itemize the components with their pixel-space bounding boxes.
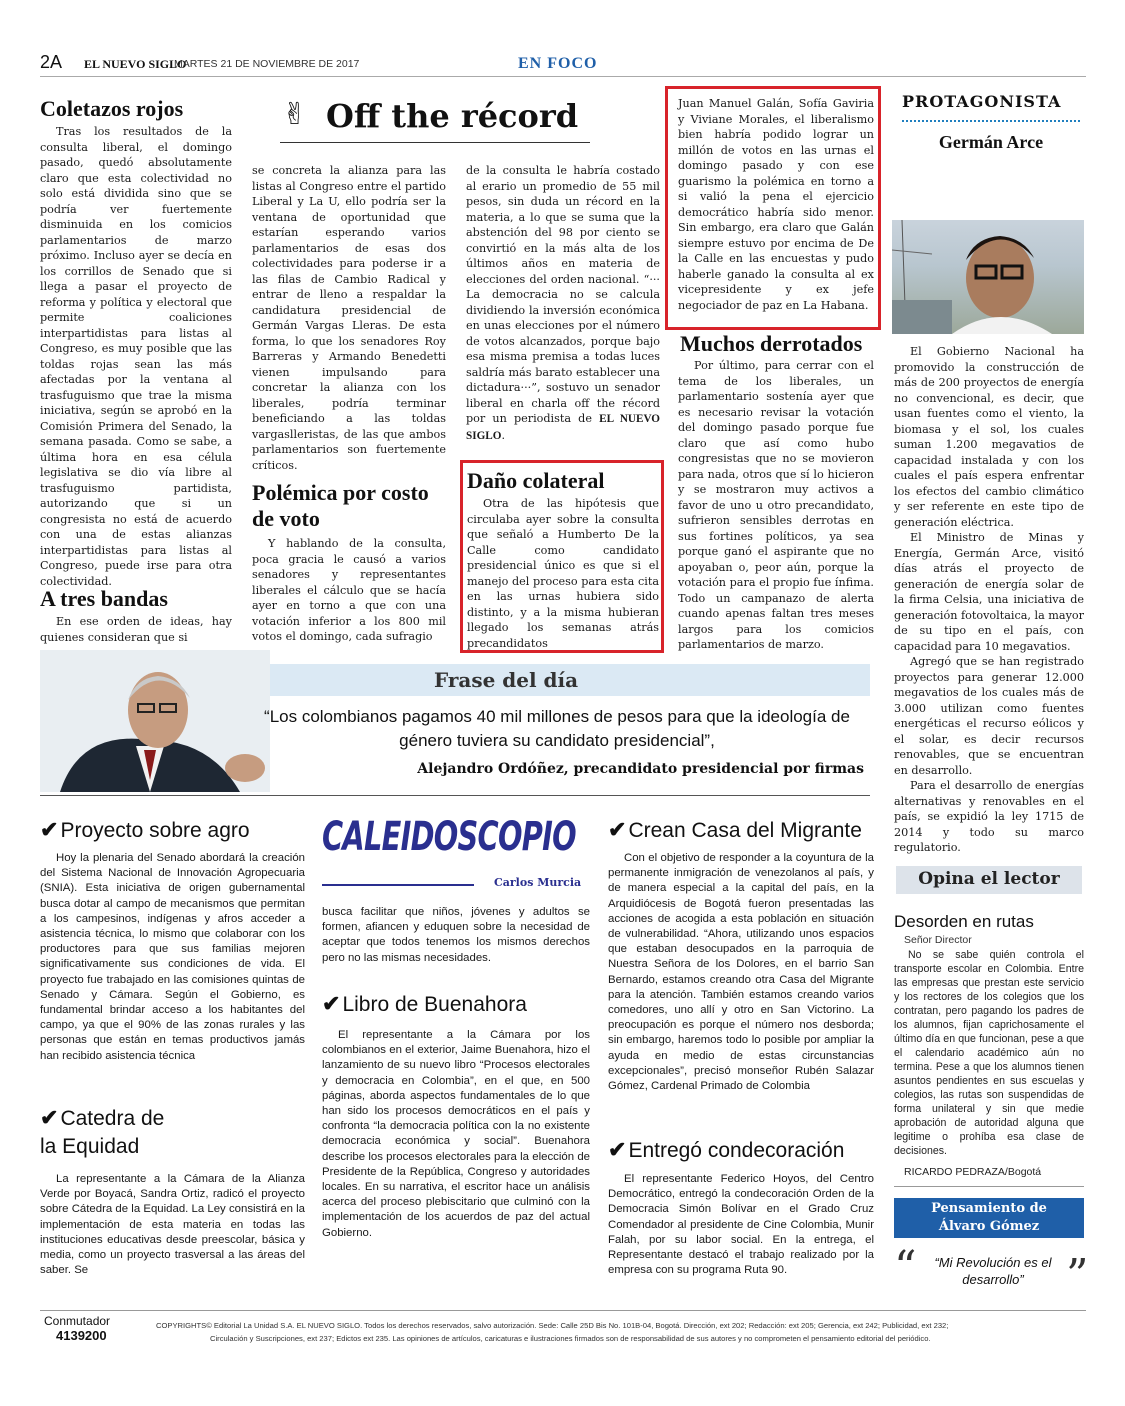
protagonista-photo — [892, 220, 1084, 334]
pensamiento-label: Pensamiento de Álvaro Gómez — [931, 1201, 1047, 1234]
tres-bandas-heading: A tres bandas — [40, 586, 168, 611]
condecoracion-heading: ✔Entregó condecoración — [608, 1137, 845, 1162]
caleidoscopio-rule — [322, 884, 474, 886]
close-quote-icon: ” — [1066, 1250, 1089, 1301]
column2-body: se concreta la alianza para las listas al Congreso entre el partido Liberal y La U, ello podría ser la ventana de oportunidad que estarían esperando varios parlamentarios de esas dos colectividades para poderse ir a las filas de Cambio Radical y entrar de lleno a respaldar la candidatura presidencial de Germán Vargas Lleras. De esta forma, lo que los senadores Roy Barreras y Armando Benedetti vienen impulsando para concretar la alianza con los liberales, podría terminar beneficiando a las toldas vargaslleristas, de las que ambos parlamentarios son fuertemente críticos. — [252, 164, 446, 472]
coletazos-body: Tras los resultados de la consulta liberal, el domingo pasado, quedó absolutamente claro que esta colectividad no solo está dividida sino que se podría ver fuertemente disminuida en los comicios parlamentarios de marzo próximo. Incluso ayer se decía en los corrillos de Senado que si llega a pasar el proyecto de reforma y política y electoral que permite coaliciones interpartidistas para listas al Congreso, es muy posible que las toldas rojas sean las más afectadas por la ventana al trasfuguismo que trae la misma iniciativa, según se aprobó en la Comisión Primera del Senado, la semana pasada. Como se sabe, a última hora en esa célula legislativa se dio vía libre al trasfuguismo partidista, autorizando que si un congresista no está de acuerdo con una de estas alianzas interpartidistas para listas al Congreso, puede irse para otra colectividad. — [40, 125, 232, 588]
frase-photo — [40, 650, 270, 792]
masthead-rule — [40, 76, 1086, 77]
mid-top-body: busca facilitar que niños, jóvenes y adultos se formen, afiancen y eduquen sobre la necesidad de aceptar que todos tenemos los mismos derechos pero no las mismas necesidades. — [322, 906, 590, 964]
checkmark-icon: ✔ — [322, 991, 341, 1016]
section-label: EN FOCO — [518, 55, 598, 72]
off-record-title: Off the récord — [326, 97, 579, 135]
pensamiento-quote: “Mi Revolución es el desarrollo” — [934, 1255, 1052, 1287]
title-rule — [280, 142, 590, 143]
protagonista-dotted-rule — [902, 120, 1080, 122]
victory-hand-icon: ✌ — [282, 97, 308, 132]
protagonista-name: Germán Arce — [938, 132, 1044, 152]
polemica-body: Y hablando de la consulta, poca gracia le causó a varios senadores y representantes liberales el cálculo que se hacía ayer en torno a que con una votación inferior a los 800 mil votos el domingo, cada sufragio — [252, 537, 446, 643]
dano-heading: Daño colateral — [467, 468, 605, 493]
footer-line2: Circulación y Suscripciones, ext 237; Edictos ext 235. Las opiniones de artículos, caricaturas e ilustraciones firmados son de responsabilidad de sus autores y no comprometen el pensamiento editorial del periódico. — [210, 1334, 931, 1343]
open-quote-icon: “ — [894, 1242, 917, 1293]
protagonista-body: El Gobierno Nacional ha promovido la construcción de más de 200 proyectos de energía no convencional, es decir, que usan fuentes como el viento, la biomasa y el sol, los cuales suman 1.200 megavatios de capacidad instalada y con los cuales el país espera enfrentar los efectos del cambio climático y ser referente en este tipo de generación eléctrica. El Ministro de Minas y Energía, Germán Arce, visitó días atrás el proyecto de generación de energía solar de la firma Celsia, una iniciativa de generación fotovoltaica, la mayor de su tipo en el país, con capacidad para 10 megavatios. Agregó que se han registrado proyectos para generar 12.000 megavatios de los cuales más de 3.000 utilizan como fuentes energéticas el recurso eólicos y el solar, es decir recursos renovables, que se encuentran en desarrollo. Para el desarrollo de energías alternativas y renovables en el país, se expidió la ley 1715 de 2014 y todo su marco regulatorio. — [894, 345, 1084, 854]
opina-body: No se sabe quién controla el transporte escolar en Colombia. Entre las empresas que prestan este servicio y los rectores de los colegios que los contratan, pero pagando los padres de los alumnos, fijan caprichosamente el último día en que funcionan, pese a que el calendario académico aún no termina. Pese a que los alumnos tienen asuntos pendientes en sus escuelas y colegios, las rutas son suspendidas de forma unilateral y sin que medie aprobación de autoridad alguna que legitime o prohíba esa clase de decisiones. — [894, 949, 1084, 1157]
agro-heading: ✔Proyecto sobre agro — [40, 817, 250, 842]
derrotados-heading: Muchos derrotados — [680, 331, 863, 356]
footer-number: 4139200 — [56, 1328, 107, 1343]
frase-quote: “Los colombianos pagamos 40 mil millones de pesos para que la ideología de género tuviera su candidato presidencial”, — [264, 707, 850, 750]
migrante-heading: ✔Crean Casa del Migrante — [608, 817, 862, 842]
opina-salutation: Señor Director — [904, 934, 972, 946]
footer-line1: COPYRIGHTS© Editorial La Unidad S.A. EL NUEVO SIGLO. Todos los derechos reservados, salvo autorización. Sede: Calle 25D Bis No. 101B-04, Bogotá. Dirección, ext 202; Redacción: ext 205; Gerencia, ext 242; Publicidad, ext 232; — [156, 1321, 949, 1330]
frase-title: Frase del día — [434, 668, 579, 692]
opina-rule — [894, 1186, 1084, 1187]
libro-body: El representante a la Cámara por los colombianos en el exterior, Jaime Buenahora, hizo el lanzamiento de su nuevo libro “Procesos electorales y democracia en Colombia”, en el que, en 500 páginas, aborda aspectos fundamentales de lo que han sido los procesos democráticos en el país y confronta “la democracia política con la no existente democracia económica y social”. Buenahora describe los procesos electorales para la elección de Presidente de la República, Congreso y autoridades locales. En su narrativa, el escritor hace un análisis acerca del proceso plebiscitario que culminó con la implementación de los acuerdos de paz del actual Gobierno. — [322, 1029, 590, 1239]
frase-author: Alejandro Ordóñez, precandidato presidencial por firmas — [417, 761, 864, 777]
checkmark-icon: ✔ — [608, 1137, 627, 1162]
column4-top-body: Juan Manuel Galán, Sofía Gaviria y Viviane Morales, el liberalismo bien habría podido lograr un millón de votos en las urnas el domingo pasado y con ese guarismo la polémica en torno a si valió la pena el ejercicio democrático habría sido menor. Sin embargo, era claro que Galán siempre estuvo por encima de De la Calle en las encuestas y pudo haberle ganado la consulta al ex vicepresidente y ex jefe negociador de paz en La Habana. — [678, 97, 874, 312]
masthead-paper: EL NUEVO SIGLO — [84, 57, 187, 71]
catedra-body: La representante a la Cámara de la Alianza Verde por Boyacá, Sandra Ortiz, radicó el proyecto sobre Cátedra de la Equidad. La Ley consistirá en la implementación de esta materia en todas las instituciones educativas desde preescolar, básica y media, como un proyecto trasversal a las áreas del saber. Se — [40, 1173, 305, 1277]
libro-heading: ✔Libro de Buenahora — [322, 991, 527, 1016]
catedra-heading: ✔Catedra de la Equidad — [40, 1105, 165, 1158]
column3-paper-name: EL NUEVO SIGLO — [466, 413, 660, 442]
caleidoscopio-author: Carlos Murcia — [494, 876, 582, 889]
caleidoscopio-title: CALEIDOSCOPIO — [322, 814, 576, 860]
migrante-body: Con el objetivo de responder a la coyuntura de la permanente inmigración de venezolanos al país, y de manera especial a la capital del país, en la Arquidiócesis de Bogotá fueron presentadas las acciones de acogida a esta población en situación de vulnerabilidad. “Ahora, utilizando unos espacios que estaban desocupados en la parroquia de Nuestra Señora de los Dolores, en el barrio San Bernardo, estamos creando otra Casa del Migrante para la atención. También estamos creando varios comedores, uno allí y otro en San Victorino. La preocupación es porque el número nos desborda; sin embargo, haremos todo lo posible por ampliar la ayuda en medio de estas circunstancias excepcionales”, precisó monseñor Rubén Salazar Gómez, Cardenal Primado de Colombia — [608, 852, 874, 1093]
footer-rule — [40, 1310, 1086, 1311]
polemica-heading: Polémica por costo de voto — [252, 480, 429, 531]
coletazos-heading: Coletazos rojos — [40, 96, 184, 121]
footer-label: Conmutador — [44, 1314, 111, 1328]
column3-body: de la consulta le habría costado al erario un promedio de 55 mil pesos, sin duda un récord en la materia, a lo que se suma que la abstención del 98 por ciento se convirtió en la más alta de los últimos años en materia de elecciones del orden nacional. “··· La democracia no se calcula dividiendo la inversión económica en unas elecciones por el número de votos alcanzados, porque bajo esa misma premisa a todas luces saldría más barato establecer una dictadura···”, sostuvo un senador liberal en charla off the récord por un periodista de EL NUEVO SIGLO. — [466, 164, 660, 442]
tres-bandas-body: En ese orden de ideas, hay quienes consideran que si — [40, 615, 232, 644]
condecoracion-body: El representante Federico Hoyos, del Centro Democrático, entregó la condecoración Orden de la Democracia Simón Bolívar en el Grado Cruz Comendador al presidente de Cine Colombia, Munir Falah, por su labor social. En la entrega, el Representante destacó el trabajo realizado por la empresa con su programa Ruta 90. — [608, 1173, 874, 1277]
opina-heading: Desorden en rutas — [894, 912, 1034, 931]
masthead-date: MARTES 21 DE NOVIEMBRE DE 2017 — [174, 58, 360, 70]
opina-label: Opina el lector — [918, 869, 1060, 889]
dano-body: Otra de las hipótesis que circulaba ayer sobre la consulta que señaló a Humberto De la Calle como candidato presidencial único es que si el manejo del proceso para esta cita en las urnas hubiera sido distinto, y a la misma hubieran llegado los semanas atrás precandidatos — [467, 497, 659, 650]
protagonista-label: PROTAGONISTA — [902, 92, 1062, 111]
frase-rule — [40, 795, 870, 796]
checkmark-icon: ✔ — [608, 817, 627, 842]
opina-signature: RICARDO PEDRAZA/Bogotá — [904, 1166, 1042, 1178]
agro-body: Hoy la plenaria del Senado abordará la creación del Sistema Nacional de Innovación Agropecuaria (SNIA). Esta iniciativa de origen gubernamental busca dotar al campo de mecanismos que permitan a los campesinos, indígenas y afros acceder a asistencia técnica, lo mismo que colaborar con los productores para que sus familias mejoren significativamente sus condiciones de vida. El proyecto fue trabajado en las comisiones quintas de Senado y Cámara. Según el Gobierno, es fundamental brindar acceso a los habitantes del campo, ya que el 90% de las zonas rurales y las personas que están en temas productivos jamás han recibido asistencia técnica — [40, 852, 305, 1062]
checkmark-icon: ✔ — [40, 1105, 59, 1130]
page-number: 2A — [40, 52, 63, 72]
derrotados-body: Por último, para cerrar con el tema de los liberales, un parlamentario sostenía ayer que es necesario revisar la votación del domingo pasado porque fue claro que así como hubo congresistas que no se movieron para nada, otros que sí lo hicieron y se mostraron muy activos a favor de uno u otro precandidato, sufrieron sensibles derrotas en sus fortines políticos, ya sea porque ganó el aspirante que no apoyaban o, peor aún, porque la votación para el propio fue ínfima. Todo un campanazo de alerta cuando apenas faltan tres meses largos para los comicios parlamentarios de marzo. — [678, 359, 874, 651]
checkmark-icon: ✔ — [40, 817, 59, 842]
